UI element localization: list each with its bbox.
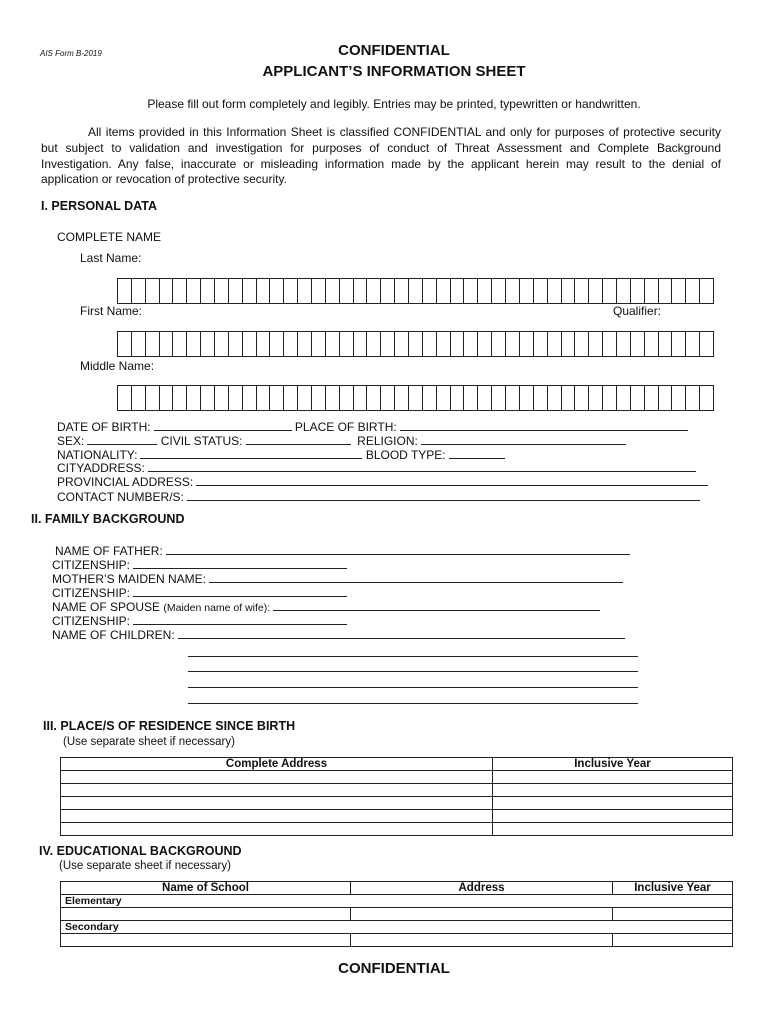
letter-box[interactable]: [354, 279, 368, 303]
letter-box[interactable]: [146, 279, 160, 303]
sex-field[interactable]: [87, 433, 157, 445]
letter-box[interactable]: [215, 332, 229, 356]
provincial-address-row: [57, 474, 708, 489]
table-row: [61, 784, 733, 797]
letter-box[interactable]: [118, 332, 132, 356]
letter-box[interactable]: [160, 386, 174, 410]
civil-status-field[interactable]: [246, 433, 351, 445]
letter-box[interactable]: [367, 386, 381, 410]
city-address-label: CITYADDRESS:: [57, 461, 145, 475]
letter-box[interactable]: [243, 279, 257, 303]
letter-box[interactable]: [173, 386, 187, 410]
letter-box[interactable]: [464, 279, 478, 303]
children-line[interactable]: [188, 671, 638, 672]
table-row: [61, 810, 733, 823]
letter-box[interactable]: [173, 332, 187, 356]
father-citizenship-row: [52, 557, 347, 572]
letter-box[interactable]: [492, 386, 506, 410]
letter-box[interactable]: [229, 279, 243, 303]
spouse-field[interactable]: [273, 599, 600, 611]
letter-box[interactable]: [423, 332, 437, 356]
sex-row: [57, 433, 626, 448]
children-row: [52, 627, 625, 642]
letter-box[interactable]: [520, 279, 534, 303]
letter-box[interactable]: [312, 279, 326, 303]
blood-type-label: BLOOD TYPE:: [365, 448, 446, 462]
secondary-label: Secondary: [61, 921, 733, 934]
education-note: (Use separate sheet if necessary): [59, 860, 231, 872]
section-residence: III. PLACE/S OF RESIDENCE SINCE BIRTH: [43, 719, 296, 733]
section-education: IV. EDUCATIONAL BACKGROUND: [39, 844, 242, 858]
letter-box[interactable]: [603, 386, 617, 410]
letter-box[interactable]: [451, 332, 465, 356]
father-label: NAME OF FATHER:: [55, 544, 163, 558]
complete-name-label: COMPLETE NAME: [57, 230, 162, 244]
contact-field[interactable]: [187, 489, 700, 501]
letter-box[interactable]: [201, 386, 215, 410]
letter-box[interactable]: [464, 386, 478, 410]
letter-box[interactable]: [700, 332, 714, 356]
address-cell[interactable]: [61, 784, 493, 797]
col-inclusive-year: Inclusive Year: [493, 758, 733, 771]
letter-box[interactable]: [548, 386, 562, 410]
letter-box[interactable]: [672, 279, 686, 303]
instructions: Please fill out form completely and legibly. Entries may be printed, typewritten or handwritten.: [147, 97, 641, 111]
spouse-note: (Maiden name of wife):: [163, 602, 271, 614]
letter-box[interactable]: [672, 386, 686, 410]
letter-box[interactable]: [367, 279, 381, 303]
letter-box[interactable]: [645, 279, 659, 303]
citizenship-label: CITIZENSHIP:: [52, 614, 131, 628]
letter-box[interactable]: [659, 279, 673, 303]
letter-box[interactable]: [409, 386, 423, 410]
contact-label: CONTACT NUMBER/S:: [57, 490, 184, 504]
year-cell[interactable]: [493, 810, 733, 823]
letter-box[interactable]: [589, 279, 603, 303]
letter-box[interactable]: [631, 332, 645, 356]
letter-box[interactable]: [395, 332, 409, 356]
letter-box[interactable]: [326, 279, 340, 303]
letter-box[interactable]: [160, 279, 174, 303]
letter-box[interactable]: [354, 332, 368, 356]
letter-box[interactable]: [146, 386, 160, 410]
letter-box[interactable]: [451, 279, 465, 303]
letter-box[interactable]: [520, 332, 534, 356]
letter-box[interactable]: [437, 386, 451, 410]
residence-table: [60, 757, 733, 836]
letter-box[interactable]: [257, 279, 271, 303]
col-address: Address: [351, 882, 613, 895]
letter-box[interactable]: [700, 386, 714, 410]
letter-box[interactable]: [603, 332, 617, 356]
table-row: [61, 934, 733, 947]
letter-box[interactable]: [132, 386, 146, 410]
citizenship-label: CITIZENSHIP:: [52, 558, 131, 572]
school-cell[interactable]: [61, 908, 351, 921]
letter-box[interactable]: [381, 279, 395, 303]
letter-box[interactable]: [132, 332, 146, 356]
mother-row: [52, 571, 623, 586]
letter-box[interactable]: [284, 386, 298, 410]
letter-box[interactable]: [381, 386, 395, 410]
letter-box[interactable]: [187, 332, 201, 356]
dob-field[interactable]: [154, 419, 292, 431]
letter-box[interactable]: [326, 332, 340, 356]
confidentiality-paragraph: All items provided in this Information Sheet is classified CONFIDENTIAL and only for purposes of protective security but subject to validation and investigation for purposes of conduct of Threat Assessment and Complete Background Investigation. Any false, inaccurate or misleading information made by the applicant herein may result to the denial of application or revocation of protective security.: [41, 125, 721, 187]
middle-name-boxes[interactable]: [117, 385, 714, 411]
letter-box[interactable]: [562, 332, 576, 356]
letter-box[interactable]: [367, 332, 381, 356]
letter-box[interactable]: [534, 332, 548, 356]
form-id: AIS Form B-2019: [40, 49, 102, 58]
year-cell[interactable]: [493, 771, 733, 784]
letter-box[interactable]: [354, 386, 368, 410]
father-row: [55, 543, 630, 558]
col-name-of-school: Name of School: [61, 882, 351, 895]
letter-box[interactable]: [409, 279, 423, 303]
last-name-label: Last Name:: [80, 251, 142, 265]
children-line[interactable]: [188, 703, 638, 704]
first-name-boxes[interactable]: [117, 331, 714, 357]
letter-box[interactable]: [548, 279, 562, 303]
address-cell[interactable]: [61, 810, 493, 823]
letter-box[interactable]: [672, 332, 686, 356]
address-cell[interactable]: [61, 797, 493, 810]
section-family-background: II. FAMILY BACKGROUND: [31, 512, 185, 526]
letter-box[interactable]: [395, 386, 409, 410]
table-row: [61, 908, 733, 921]
letter-box[interactable]: [589, 332, 603, 356]
spouse-label: NAME OF SPOUSE: [52, 600, 161, 614]
letter-box[interactable]: [631, 279, 645, 303]
letter-box[interactable]: [340, 279, 354, 303]
blood-type-field[interactable]: [449, 447, 505, 459]
dob-label: DATE OF BIRTH:: [57, 420, 151, 434]
last-name-boxes[interactable]: [117, 278, 714, 304]
letter-box[interactable]: [270, 332, 284, 356]
table-row: [61, 823, 733, 836]
year-cell[interactable]: [493, 823, 733, 836]
letter-box[interactable]: [506, 386, 520, 410]
letter-box[interactable]: [298, 332, 312, 356]
section-personal-data: I. PERSONAL DATA: [41, 199, 157, 213]
letter-box[interactable]: [686, 332, 700, 356]
letter-box[interactable]: [381, 332, 395, 356]
letter-box[interactable]: [562, 279, 576, 303]
letter-box[interactable]: [187, 279, 201, 303]
mother-label: MOTHER’S MAIDEN NAME:: [52, 572, 207, 586]
letter-box[interactable]: [617, 279, 631, 303]
letter-box[interactable]: [187, 386, 201, 410]
letter-box[interactable]: [118, 386, 132, 410]
address-cell[interactable]: [61, 823, 493, 836]
year-cell[interactable]: [493, 797, 733, 810]
letter-box[interactable]: [575, 386, 589, 410]
letter-box[interactable]: [617, 332, 631, 356]
children-line[interactable]: [188, 687, 638, 688]
qualifier-label: Qualifier:: [613, 304, 662, 318]
letter-box[interactable]: [437, 332, 451, 356]
father-field[interactable]: [166, 543, 630, 555]
letter-box[interactable]: [562, 386, 576, 410]
col-inclusive-year: Inclusive Year: [613, 882, 733, 895]
address-cell[interactable]: [351, 908, 613, 921]
letter-box[interactable]: [617, 386, 631, 410]
children-field[interactable]: [178, 627, 625, 639]
letter-box[interactable]: [257, 386, 271, 410]
letter-box[interactable]: [589, 386, 603, 410]
letter-box[interactable]: [132, 279, 146, 303]
year-cell[interactable]: [613, 908, 733, 921]
letter-box[interactable]: [492, 332, 506, 356]
letter-box[interactable]: [645, 386, 659, 410]
col-complete-address: Complete Address: [61, 758, 493, 771]
city-address-field[interactable]: [148, 460, 696, 472]
letter-box[interactable]: [229, 386, 243, 410]
letter-box[interactable]: [575, 279, 589, 303]
letter-box[interactable]: [686, 279, 700, 303]
middle-name-label: Middle Name:: [80, 359, 155, 373]
letter-box[interactable]: [243, 386, 257, 410]
letter-box[interactable]: [603, 279, 617, 303]
letter-box[interactable]: [659, 332, 673, 356]
letter-box[interactable]: [312, 386, 326, 410]
letter-box[interactable]: [298, 279, 312, 303]
letter-box[interactable]: [160, 332, 174, 356]
letter-box[interactable]: [409, 332, 423, 356]
sex-label: SEX:: [57, 434, 85, 448]
pob-label: PLACE OF BIRTH:: [294, 420, 397, 434]
page-title: APPLICANT’S INFORMATION SHEET: [262, 63, 526, 80]
letter-box[interactable]: [270, 386, 284, 410]
school-cell[interactable]: [61, 934, 351, 947]
pob-field[interactable]: [400, 419, 688, 431]
title-confidential: CONFIDENTIAL: [338, 42, 450, 59]
letter-box[interactable]: [215, 279, 229, 303]
letter-box[interactable]: [284, 279, 298, 303]
letter-box[interactable]: [548, 332, 562, 356]
letter-box[interactable]: [298, 386, 312, 410]
mother-citizenship-field[interactable]: [133, 585, 347, 597]
religion-label: RELIGION:: [357, 434, 418, 448]
year-cell[interactable]: [613, 934, 733, 947]
address-cell[interactable]: [61, 771, 493, 784]
provincial-address-label: PROVINCIAL ADDRESS:: [57, 475, 194, 489]
year-cell[interactable]: [493, 784, 733, 797]
mother-citizenship-row: [52, 585, 347, 600]
letter-box[interactable]: [229, 332, 243, 356]
letter-box[interactable]: [506, 332, 520, 356]
letter-box[interactable]: [201, 332, 215, 356]
education-table: [60, 881, 733, 947]
residence-note: (Use separate sheet if necessary): [63, 736, 235, 748]
letter-box[interactable]: [700, 279, 714, 303]
letter-box[interactable]: [645, 332, 659, 356]
elementary-label: Elementary: [61, 895, 733, 908]
table-row: [61, 771, 733, 784]
children-label: NAME OF CHILDREN:: [52, 628, 175, 642]
address-cell[interactable]: [351, 934, 613, 947]
letter-box[interactable]: [340, 332, 354, 356]
nationality-field[interactable]: [140, 447, 362, 459]
mother-field[interactable]: [209, 571, 623, 583]
nationality-label: NATIONALITY:: [57, 448, 138, 462]
letter-box[interactable]: [118, 279, 132, 303]
letter-box[interactable]: [534, 386, 548, 410]
letter-box[interactable]: [173, 279, 187, 303]
city-address-row: [57, 460, 696, 475]
dob-row: [57, 419, 688, 434]
letter-box[interactable]: [284, 332, 298, 356]
letter-box[interactable]: [492, 279, 506, 303]
civil-status-label: CIVIL STATUS:: [160, 434, 243, 448]
letter-box[interactable]: [534, 279, 548, 303]
religion-field[interactable]: [421, 433, 626, 445]
letter-box[interactable]: [340, 386, 354, 410]
citizenship-label: CITIZENSHIP:: [52, 586, 131, 600]
letter-box[interactable]: [575, 332, 589, 356]
spouse-citizenship-field[interactable]: [133, 613, 347, 625]
footer-confidential: CONFIDENTIAL: [338, 960, 450, 977]
letter-box[interactable]: [478, 332, 492, 356]
contact-row: [57, 489, 700, 504]
letter-box[interactable]: [631, 386, 645, 410]
letter-box[interactable]: [395, 279, 409, 303]
letter-box[interactable]: [326, 386, 340, 410]
letter-box[interactable]: [270, 279, 284, 303]
letter-box[interactable]: [437, 279, 451, 303]
letter-box[interactable]: [451, 386, 465, 410]
letter-box[interactable]: [215, 386, 229, 410]
letter-box[interactable]: [686, 386, 700, 410]
letter-box[interactable]: [423, 386, 437, 410]
letter-box[interactable]: [464, 332, 478, 356]
children-line[interactable]: [188, 656, 638, 657]
letter-box[interactable]: [478, 386, 492, 410]
letter-box[interactable]: [312, 332, 326, 356]
letter-box[interactable]: [506, 279, 520, 303]
first-name-label: First Name:: [80, 304, 143, 318]
letter-box[interactable]: [201, 279, 215, 303]
letter-box[interactable]: [257, 332, 271, 356]
father-citizenship-field[interactable]: [133, 557, 347, 569]
letter-box[interactable]: [146, 332, 160, 356]
letter-box[interactable]: [478, 279, 492, 303]
letter-box[interactable]: [423, 279, 437, 303]
letter-box[interactable]: [520, 386, 534, 410]
letter-box[interactable]: [243, 332, 257, 356]
spouse-citizenship-row: [52, 613, 347, 628]
letter-box[interactable]: [659, 386, 673, 410]
provincial-address-field[interactable]: [196, 474, 708, 486]
table-row: [61, 797, 733, 810]
